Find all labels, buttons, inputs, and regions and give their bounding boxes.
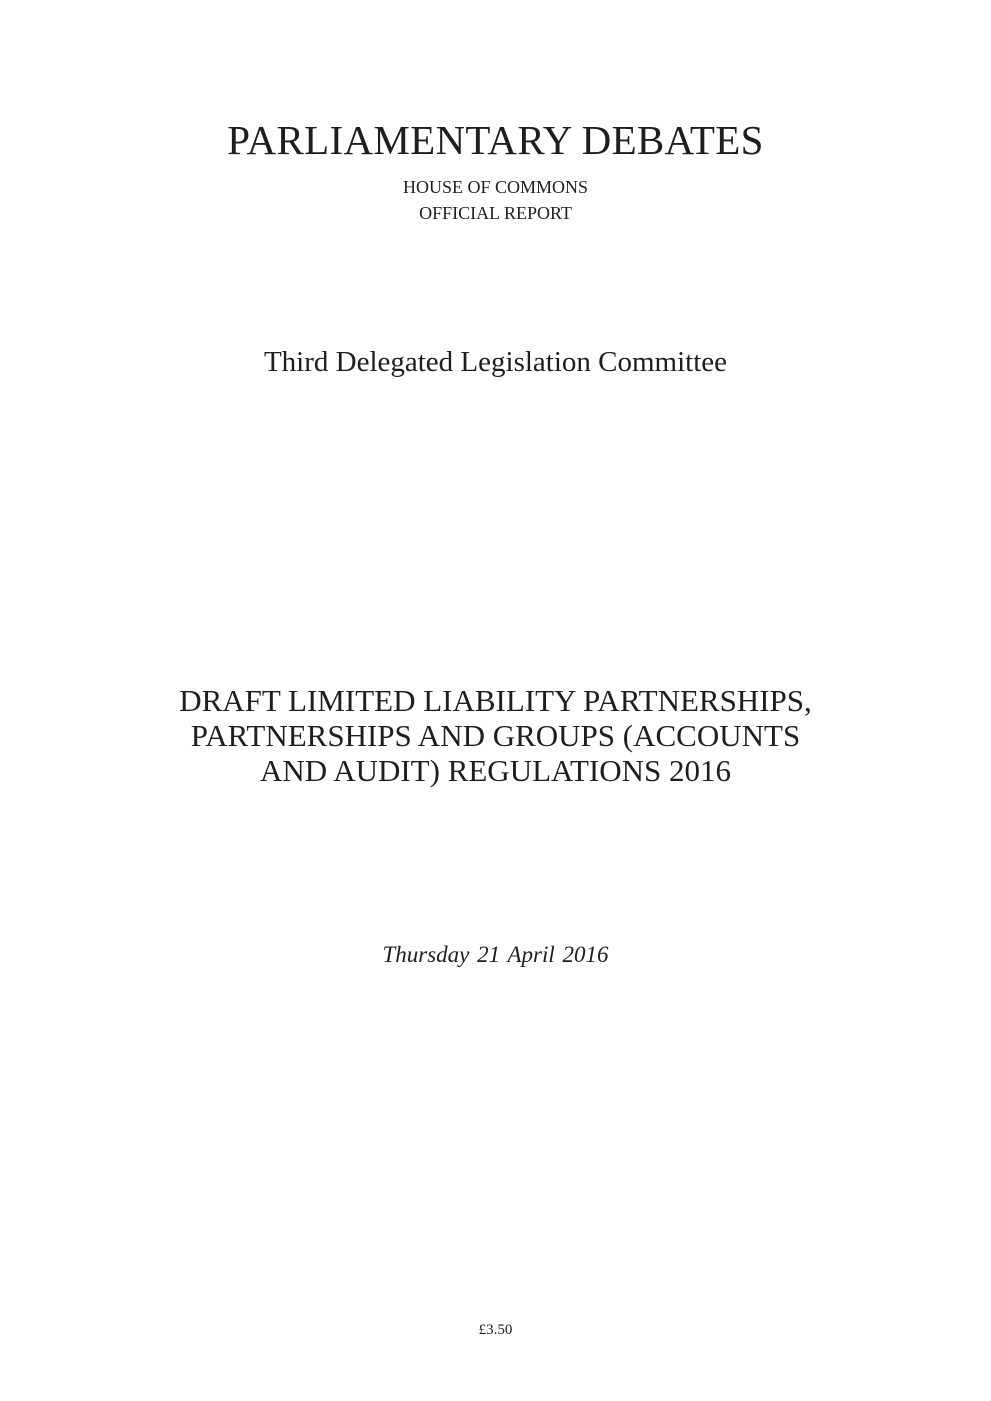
price-label: £3.50 [478, 1322, 513, 1338]
regulations-title-line-2: PARTNERSHIPS AND GROUPS (ACCOUNTS [190, 718, 801, 753]
regulations-title-line-3: AND AUDIT) REGULATIONS 2016 [260, 753, 731, 788]
house-label: HOUSE OF COMMONS [402, 177, 589, 197]
committee-name: Third Delegated Legislation Committee [263, 346, 728, 378]
sitting-date: Thursday 21 April 2016 [382, 942, 609, 967]
publication-title: PARLIAMENTARY DEBATES [227, 117, 764, 163]
report-label: OFFICIAL REPORT [419, 203, 572, 223]
regulations-title [0, 683, 991, 788]
regulations-title-line-1: DRAFT LIMITED LIABILITY PARTNERSHIPS, [179, 683, 812, 718]
